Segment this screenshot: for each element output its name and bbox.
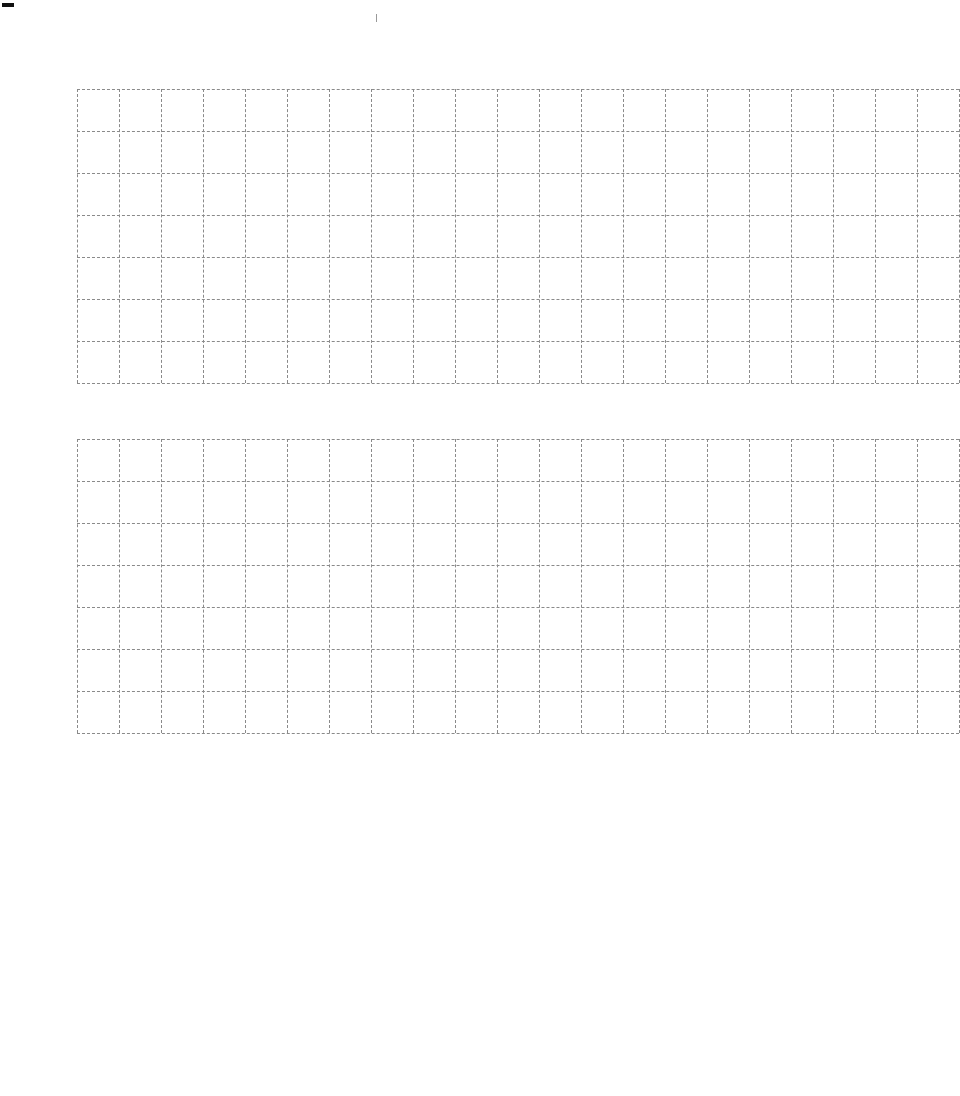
grid-line xyxy=(791,89,792,383)
grid-line xyxy=(287,89,288,383)
grid-line xyxy=(77,383,959,384)
grid-line xyxy=(875,439,876,733)
grid-line xyxy=(119,439,120,733)
grid-line xyxy=(77,481,959,482)
grid-line xyxy=(665,89,666,383)
grid-line xyxy=(119,89,120,383)
grid-line xyxy=(77,607,959,608)
grid-line xyxy=(77,257,959,258)
grid-line xyxy=(77,215,959,216)
grid-line xyxy=(623,439,624,733)
grid-line xyxy=(245,89,246,383)
grid-line xyxy=(581,439,582,733)
grid-line xyxy=(77,341,959,342)
grid-line xyxy=(833,439,834,733)
grid-line xyxy=(497,439,498,733)
grid-line xyxy=(707,439,708,733)
grid-line xyxy=(77,299,959,300)
grid-line xyxy=(77,131,959,132)
grid-line xyxy=(539,89,540,383)
grid-line xyxy=(77,649,959,650)
grid-line xyxy=(623,89,624,383)
grid-line xyxy=(581,89,582,383)
grid-line xyxy=(77,173,959,174)
grid-line xyxy=(77,439,959,440)
grid-line xyxy=(203,89,204,383)
grid-line xyxy=(749,439,750,733)
grid-line xyxy=(791,439,792,733)
grid-line xyxy=(77,89,959,90)
grid-line xyxy=(77,439,78,733)
grid-line xyxy=(77,89,78,383)
grid-line xyxy=(413,89,414,383)
grid-line xyxy=(539,439,540,733)
grid-line xyxy=(245,439,246,733)
grid-line xyxy=(77,523,959,524)
grid-line xyxy=(665,439,666,733)
problem-number xyxy=(2,3,14,7)
grid-line xyxy=(161,89,162,383)
grid-line xyxy=(329,439,330,733)
grid-line xyxy=(455,89,456,383)
grid-line xyxy=(161,439,162,733)
grid-line xyxy=(707,89,708,383)
grid-line xyxy=(413,439,414,733)
grid-line xyxy=(917,439,918,733)
grid-line xyxy=(371,439,372,733)
grid-line xyxy=(917,89,918,383)
grid-line xyxy=(371,89,372,383)
grid-line xyxy=(329,89,330,383)
long-division-grid-v xyxy=(77,439,959,733)
stray-mark xyxy=(376,14,377,22)
grid-line xyxy=(497,89,498,383)
grid-line xyxy=(77,733,959,734)
grid-line xyxy=(287,439,288,733)
grid-line xyxy=(77,691,959,692)
grid-line xyxy=(203,439,204,733)
grid-line xyxy=(875,89,876,383)
long-division-grid-a-b xyxy=(77,89,959,383)
grid-line xyxy=(455,439,456,733)
grid-line xyxy=(749,89,750,383)
grid-line xyxy=(77,565,959,566)
grid-line xyxy=(833,89,834,383)
